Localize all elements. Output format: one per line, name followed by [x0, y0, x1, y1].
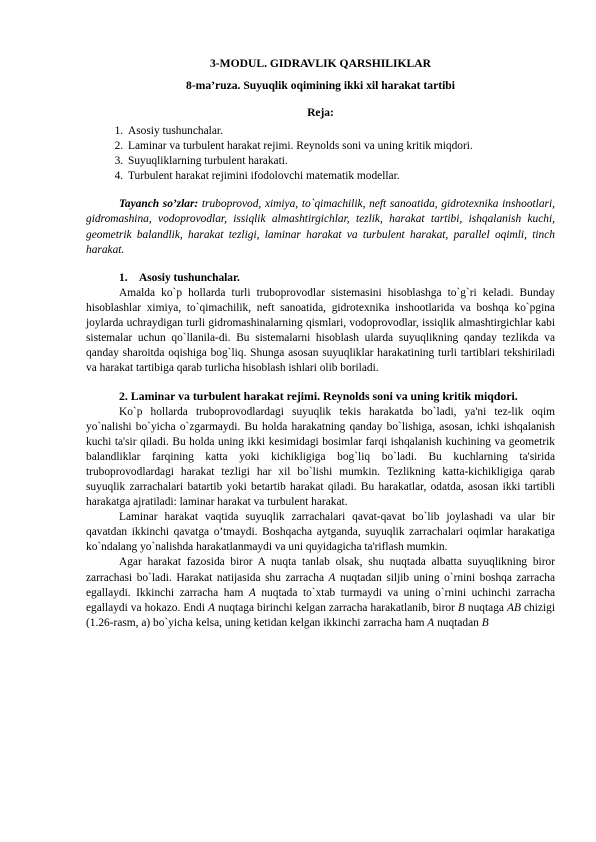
- section-1-paragraph: Amalda ko`p hollarda turli truboprovodlar sistemasini hisoblashga to`g`ri keladi. Bunday hisoblashlar ximiya, to`qimachilik, neft sanoatida, gidrotexnika inshootlarida va boshqa ko`pgina joylarda uchraydigan turli gidromashinalarning qismlari, vodoprovodlar, issiqlik almashtirgichlar kabi sistemalar uchun qo`llanila-di. Bu sistemalarni hisoblash ularda suyuqlikning qanday tezlikda va qanday sharoitda oqishiga bog`liq. Shunga asosan suyuqliklar harakatining turli tartiblari tekshiriladi va harakat tartibiga qarab turlicha hisoblash ishlari olib boriladi.: [86, 286, 555, 375]
- keywords-label: Tayanch so’zlar:: [119, 198, 199, 211]
- section-2-paragraph-3: [86, 555, 555, 630]
- section-2-paragraph-2: Laminar harakat vaqtida suyuqlik zarrachalari qavat-qavat bo`lib joylashadi va ular bir qavatdan ikkinchi qavatga o’tmaydi. Boshqacha aytganda, suyuqlik zarrachalari oqimlar harakatiga ko`ndalang yo`nalishda harakatlanmaydi va uni quyidagicha ta'riflash mumkin.: [86, 511, 555, 554]
- point-variable: A: [207, 601, 215, 614]
- line-variable: AB: [507, 601, 521, 614]
- section-1-number: 1.: [119, 271, 128, 284]
- plan-item: 4. Turbulent harakat rejimini ifodolovchi matematik modellar.: [126, 169, 555, 184]
- section-2-heading: 2. Laminar va turbulent harakat rejimi. Reynolds soni va uning kritik miqdori.: [119, 389, 518, 404]
- page-content: [86, 56, 555, 631]
- point-variable: B: [481, 616, 489, 629]
- paragraph-text: nuqtaga birinchi kelgan zarracha harakatlanib, biror: [214, 601, 458, 614]
- keywords-paragraph: [86, 197, 555, 257]
- point-variable: A: [427, 616, 435, 629]
- point-variable: A: [328, 571, 336, 584]
- paragraph-text: nuqtadan: [434, 616, 482, 629]
- plan-item: 3. Suyuqliklarning turbulent harakati.: [126, 154, 555, 169]
- module-title: 3-MODUL. GIDRAVLIK QARSHILIKLAR: [209, 57, 432, 70]
- section-1-heading: [86, 271, 555, 286]
- point-variable: A: [248, 586, 256, 599]
- paragraph-text: nuqtadan siljib uning o`rnini boshqa zarracha egallaydi. Ikkinchi zarracha ham: [86, 571, 555, 599]
- plan-heading: Reja:: [307, 107, 334, 119]
- plan-list: [86, 124, 555, 184]
- paragraph-text: chizigi (1.26-rasm, a) bo`yicha kelsa, uning ketidan kelgan ikkinchi zarracha ham: [86, 601, 555, 629]
- keywords-text: truboprovod, ximiya, to`qimachilik, neft sanoatida, gidrotexnika inshootlari, gidromashina, vodoprovodlar, issiqlik almashtirgichlar, tezlik, harakat tartibi, ishqalanish kuchi, geometrik balandlik, harakat tezligi, laminar harakat va turbulent harakat, parallel oqimli, tinch harakat.: [86, 198, 555, 256]
- section-1-title: Asosiy tushunchalar.: [139, 271, 240, 284]
- section-2-paragraph-1: Ko`p hollarda truboprovodlardagi suyuqlik tekis harakatda bo`ladi, ya'ni tez-lik oqim yo`nalishi bo`yicha o`zgarmaydi. Bu holda harakatning qanday bo`lishiga, asosan, ichki ishqalanish kuchi ta'sir qiladi. Bu holda uning ikki kesimidagi bosimlar farqi ishqalanish kuchining va geometrik balandliklar farqining katta yoki kichikligiga bog`liq bo`ladi. Bu kuchlarning ta'sirida truboprovodlardagi harakat tezligi har xil bo`lishi mumkin. Tezlikning katta-kichikligiga qarab suyuqlik zarrachalari batartib yoki betartib harakat qiladi. Bu harakatlar, odatda, asosan ikki tartibli harakatga ajratiladi: laminar harakat va turbulent harakat.: [86, 405, 555, 509]
- lecture-title: 8-ma’ruza. Suyuqlik oqimining ikki xil harakat tartibi: [186, 79, 455, 92]
- plan-item: 1. Asosiy tushunchalar.: [126, 124, 555, 139]
- paragraph-text: Agar harakat fazosida biror A nuqta tanlab olsak, shu nuqtada albatta suyuqlikning biror zarrachasi bo`ladi. Harakat natijasida shu zarracha: [86, 556, 555, 584]
- plan-item: 2. Laminar va turbulent harakat rejimi. Reynolds soni va uning kritik miqdori.: [126, 139, 555, 154]
- paragraph-text: nuqtada to`xtab turmaydi va uning o`rnini uchinchi zarracha egallaydi va hokazo. Endi: [86, 586, 555, 614]
- paragraph-text: nuqtaga: [464, 601, 508, 614]
- point-variable: B: [457, 601, 465, 614]
